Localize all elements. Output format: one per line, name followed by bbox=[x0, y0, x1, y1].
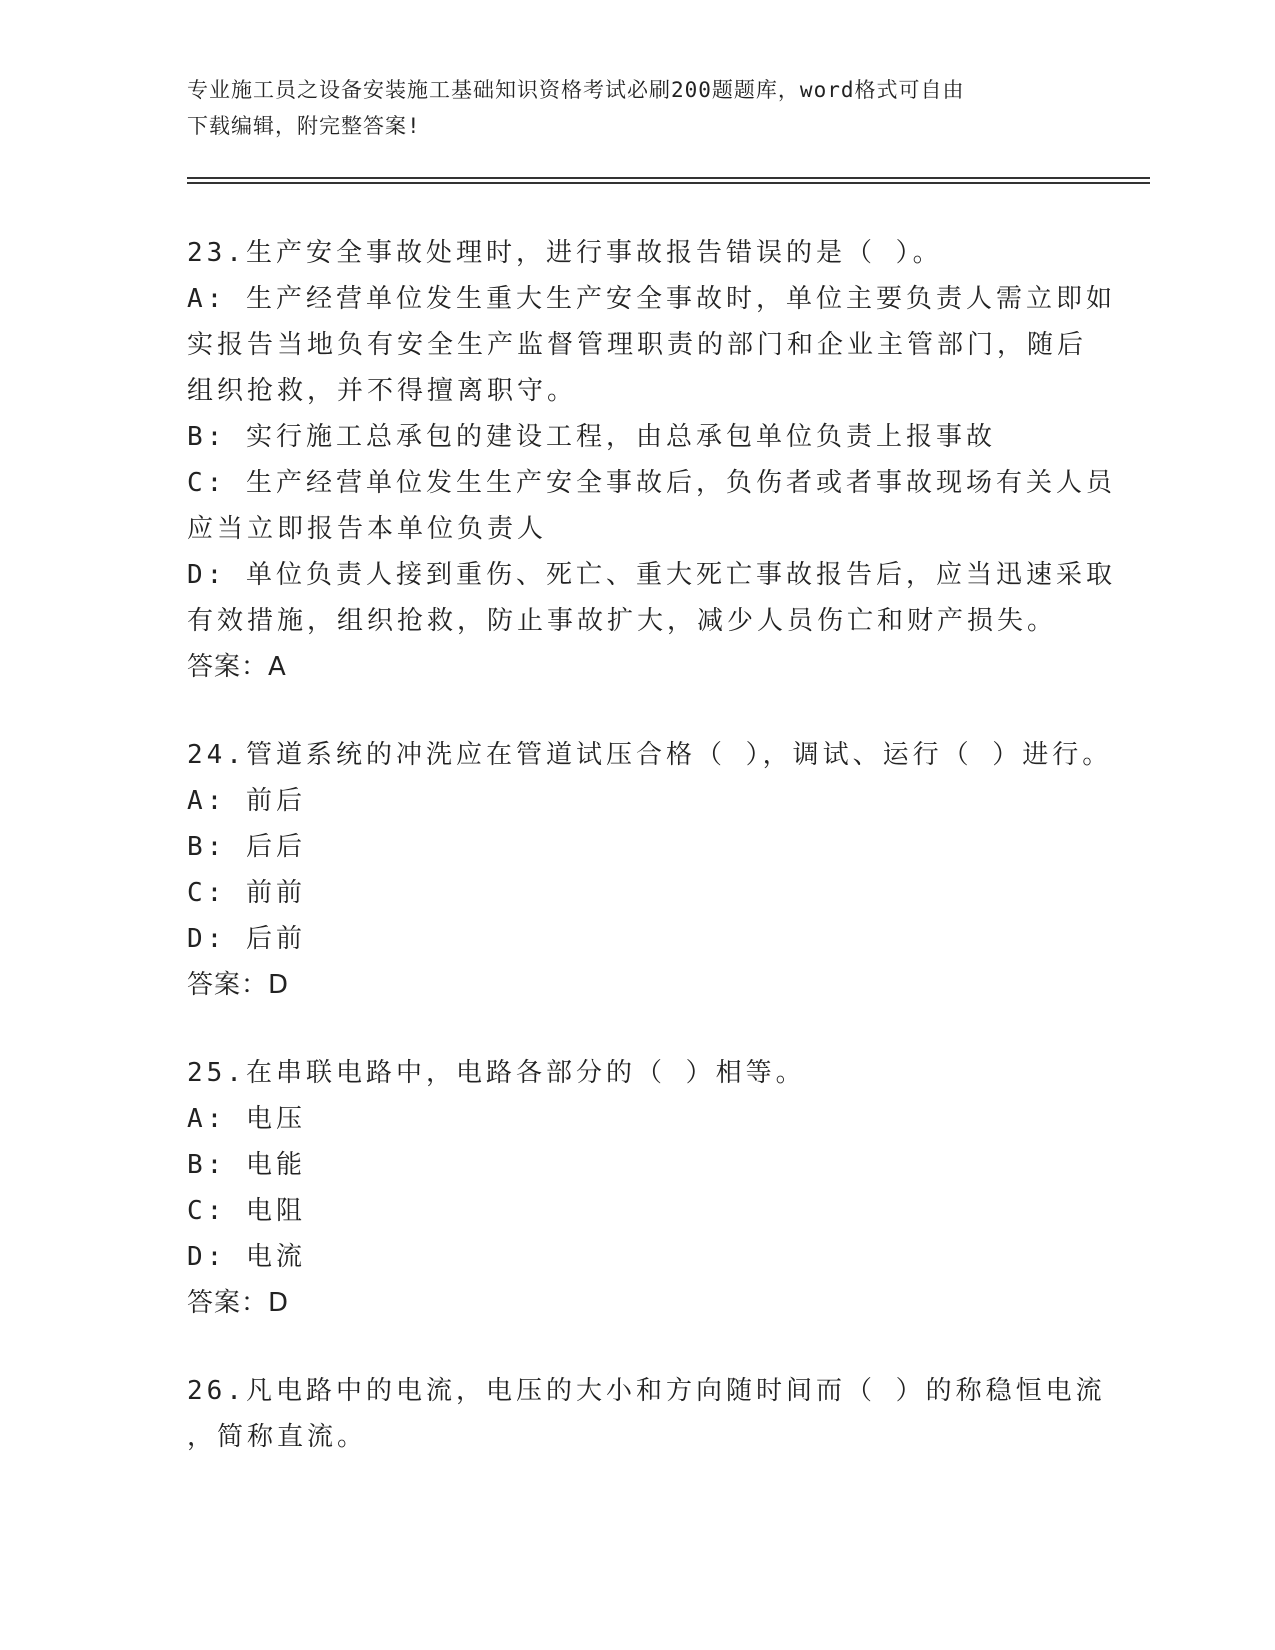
option-b: B: 实行施工总承包的建设工程，由总承包单位负责上报事故 bbox=[187, 422, 996, 452]
answer-line: 答案：D bbox=[187, 970, 290, 1000]
question-item bbox=[187, 1368, 1106, 1460]
option-a: A: 生产经营单位发生重大生产安全事故时，单位主要负责人需立即如 bbox=[187, 284, 1116, 314]
header-line: 下载编辑，附完整答案! bbox=[187, 114, 421, 138]
option-b: B: 电能 bbox=[187, 1150, 306, 1180]
header-divider bbox=[187, 177, 1150, 179]
header-line: 专业施工员之设备安装施工基础知识资格考试必刷200题题库，word格式可自由 bbox=[187, 78, 965, 102]
question-stem: 25.在串联电路中，电路各部分的（ ）相等。 bbox=[187, 1058, 806, 1088]
question-stem: 24.管道系统的冲洗应在管道试压合格（ ），调试、运行（ ）进行。 bbox=[187, 740, 1113, 770]
document-header bbox=[187, 72, 1087, 144]
option-c: C: 生产经营单位发生生产安全事故后，负伤者或者事故现场有关人员 bbox=[187, 468, 1116, 498]
option-a: A: 电压 bbox=[187, 1104, 306, 1134]
option-d: 有效措施，组织抢救，防止事故扩大，减少人员伤亡和财产损失。 bbox=[187, 606, 1058, 636]
question-list bbox=[187, 230, 1116, 1502]
answer-line: 答案：D bbox=[187, 1288, 290, 1318]
option-a: A: 前后 bbox=[187, 786, 306, 816]
option-c: C: 前前 bbox=[187, 878, 306, 908]
option-a: 组织抢救，并不得擅离职守。 bbox=[187, 376, 578, 406]
option-d: D: 后前 bbox=[187, 924, 306, 954]
question-item bbox=[187, 1050, 1087, 1326]
option-b: B: 后后 bbox=[187, 832, 306, 862]
header-divider bbox=[187, 182, 1150, 184]
question-item bbox=[187, 230, 1116, 690]
answer-line: 答案：A bbox=[187, 652, 287, 682]
option-d: D: 电流 bbox=[187, 1242, 306, 1272]
question-stem: 23.生产安全事故处理时，进行事故报告错误的是（ ）。 bbox=[187, 238, 943, 268]
question-stem: ，简称直流。 bbox=[187, 1422, 368, 1452]
question-item bbox=[187, 732, 1113, 1008]
question-stem: 26.凡电路中的电流，电压的大小和方向随时间而（ ）的称稳恒电流 bbox=[187, 1376, 1106, 1406]
option-a: 实报告当地负有安全生产监督管理职责的部门和企业主管部门，随后 bbox=[187, 330, 1088, 360]
option-d: D: 单位负责人接到重伤、死亡、重大死亡事故报告后，应当迅速采取 bbox=[187, 560, 1116, 590]
option-c: C: 电阻 bbox=[187, 1196, 306, 1226]
option-c: 应当立即报告本单位负责人 bbox=[187, 514, 548, 544]
